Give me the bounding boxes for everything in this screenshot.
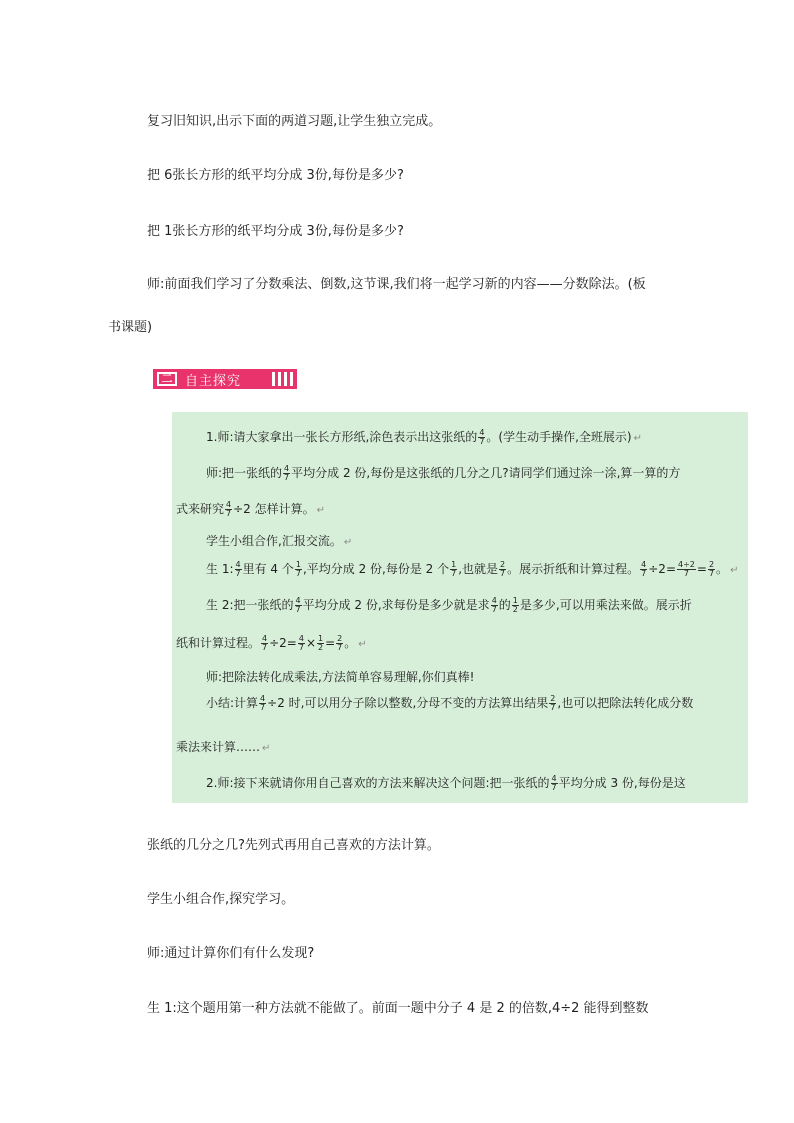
fraction-1-7: $\frac{1}{7}$ (451, 560, 457, 578)
box-line-4: 学生小组合作,汇报交流。 ↵ (206, 534, 353, 548)
box-line-3: 式来研究 $\frac{4}{7}$ ÷2 怎样计算。 ↵ (176, 500, 326, 518)
section-title: 自主探究 (185, 373, 242, 389)
fraction-2-7: $\frac{2}{7}$ (708, 560, 715, 578)
teacher-intro-line2: 书课题) (108, 320, 153, 335)
box-line-7: 纸和计算过程。 $\frac{4}{7}$ ÷2= $\frac{4}{7}$ × $\frac{1}{2}$ = $\frac{2}{7}$ 。 ↵ (176, 634, 367, 652)
fraction-4-7: $\frac{4}{7}$ (551, 774, 557, 792)
exploration-box (172, 412, 748, 803)
box-line-11: 2.师:接下来就请你用自己喜欢的方法来解决这个问题:把一张纸的 $\frac{4}{7}$ 平均分成 3 份,每份是这 (206, 774, 686, 792)
box-line-9: 小结:计算 $\frac{4}{7}$ ÷2 时,可以用分子除以整数,分母不变的方法算出结果 $\frac{2}{7}$ ,也可以把除法转化成分数 (206, 694, 694, 712)
paragraph-mark-icon: ↵ (316, 505, 326, 516)
box-line-1: 1.师:请大家拿出一张长方形纸,涂色表示出这张纸的 $\frac{4}{7}$ 。(学生动手操作,全班展示) ↵ (206, 428, 642, 446)
box-line-6: 生 2:把一张纸的 $\frac{4}{7}$ 平均分成 2 份,求每份是多少就是求 $\frac{4}{7}$ 的 $\frac{1}{2}$ 是多少,可以用乘法来做。展示折 (206, 596, 692, 614)
after-line-1: 张纸的几分之几?先列式再用自己喜欢的方法计算。 (147, 838, 440, 853)
after-line-3: 师:通过计算你们有什么发现? (147, 946, 315, 961)
paragraph-mark-icon: ↵ (730, 565, 739, 576)
fraction-1-7: $\frac{1}{7}$ (295, 560, 301, 578)
heading-stripes (272, 372, 293, 386)
fraction-2-7: $\frac{2}{7}$ (337, 634, 343, 652)
after-line-4: 生 1:这个题用第一种方法就不能做了。前面一题中分子 4 是 2 的倍数,4÷2 能得到整数 (147, 1001, 649, 1016)
fraction-4-7: $\frac{4}{7}$ (479, 428, 485, 446)
paragraph-mark-icon: ↵ (262, 743, 271, 754)
fraction-1-2: $\frac{1}{2}$ (318, 634, 324, 652)
fraction-4-7: $\frac{4}{7}$ (641, 560, 647, 578)
fraction-4-7: $\frac{4}{7}$ (260, 694, 266, 712)
fraction-1-2: $\frac{1}{2}$ (512, 596, 518, 614)
section-heading (153, 369, 297, 389)
fraction-4-7: $\frac{4}{7}$ (226, 500, 232, 518)
fraction-4-7: $\frac{4}{7}$ (235, 560, 241, 578)
fraction-4-7: $\frac{4}{7}$ (284, 464, 290, 482)
question-1: 把 6张长方形的纸平均分成 3份,每份是多少? (147, 168, 404, 183)
after-line-2: 学生小组合作,探究学习。 (147, 892, 295, 907)
fraction-4-7: $\frac{4}{7}$ (262, 634, 268, 652)
paragraph-mark-icon: ↵ (633, 433, 642, 444)
question-2: 把 1张长方形的纸平均分成 3份,每份是多少? (147, 224, 404, 239)
fraction-2-7: $\frac{2}{7}$ (500, 560, 506, 578)
fraction-4div2-7: $\frac{4\div 2}{7}$ (678, 560, 695, 578)
fraction-2-7: $\frac{2}{7}$ (550, 694, 556, 712)
fraction-4-7: $\frac{4}{7}$ (298, 634, 304, 652)
paragraph-mark-icon: ↵ (343, 537, 353, 548)
intro-review: 复习旧知识,出示下面的两道习题,让学生独立完成。 (147, 114, 442, 129)
fraction-4-7: $\frac{4}{7}$ (491, 596, 497, 614)
box-line-2: 师:把一张纸的 $\frac{4}{7}$ 平均分成 2 份,每份是这张纸的几分之几?请同学们通过涂一涂,算一算的方 (206, 464, 681, 482)
box-line-10: 乘法来计算…… ↵ (176, 740, 271, 754)
teacher-intro-line1: 师:前面我们学习了分数乘法、倒数,这节课,我们将一起学习新的内容——分数除法。(板 (147, 277, 646, 292)
paragraph-mark-icon: ↵ (358, 639, 367, 650)
box-line-8: 师:把除法转化成乘法,方法简单容易理解,你们真棒! (206, 670, 475, 684)
box-line-5: 生 1: $\frac{4}{7}$ 里有 4 个 $\frac{1}{7}$ ,平均分成 2 份,每份是 2 个 $\frac{1}{7}$ ,也就是 $\frac{2}{7}$ 。展示折纸和计算过程。 $\frac{4}{7}$ ÷2= $\frac{4\div 2}{7}$ = $\frac{2}{7}$ 。 ↵ (206, 560, 739, 578)
fraction-4-7: $\frac{4}{7}$ (295, 596, 301, 614)
section-number: 二 (157, 372, 177, 386)
